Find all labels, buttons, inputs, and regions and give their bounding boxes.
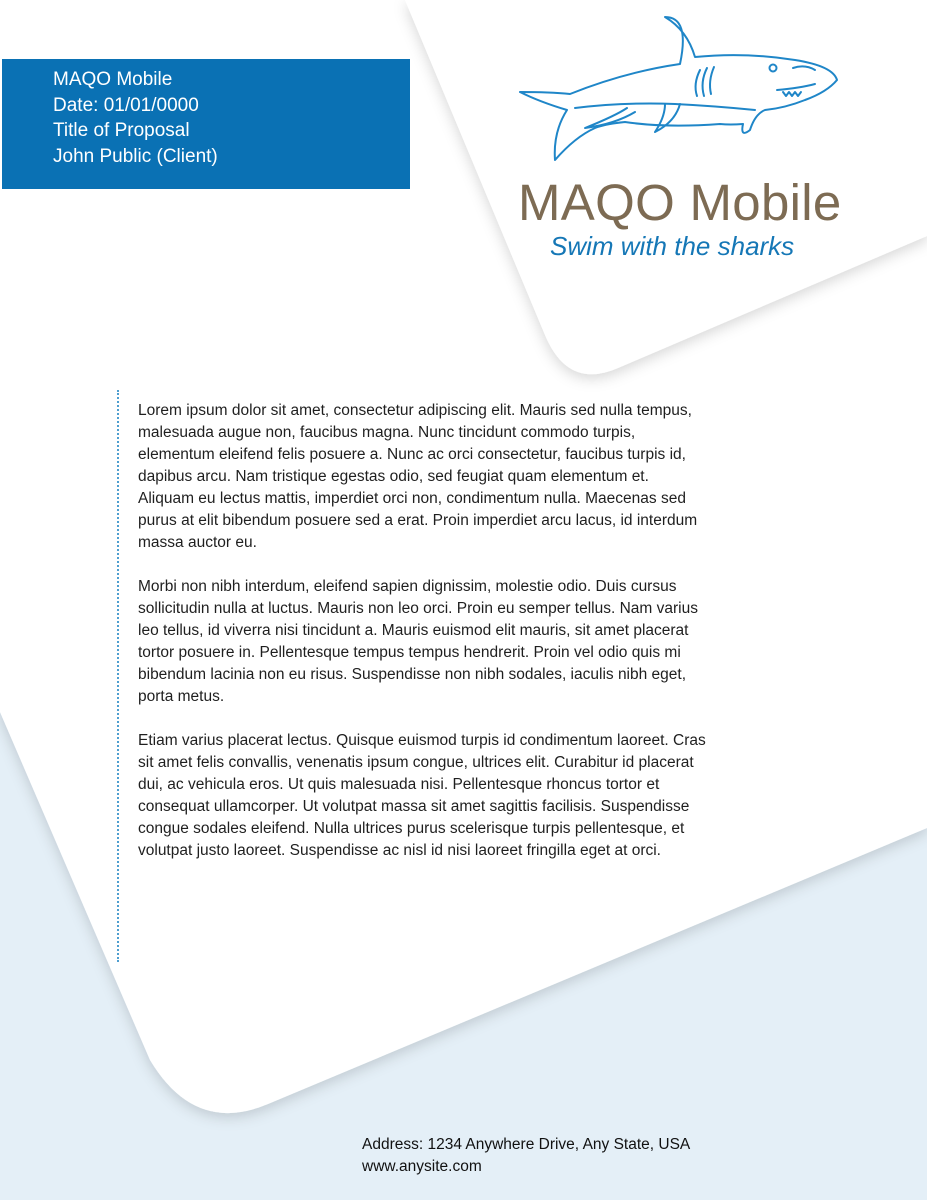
shark-icon — [515, 12, 845, 164]
header-proposal-title: Title of Proposal — [53, 120, 190, 141]
body-paragraph: Etiam varius placerat lectus. Quisque euismod turpis id condimentum laoreet. Cras sit amet felis convallis, venenatis ipsum congue, ultrices elit. Curabitur id placerat dui, ac vehicula eros. Ut quis malesuada nisi. Pellentesque rhoncus tortor et consequat ullamcorper. Ut volutpat massa sit amet sagittis facilisis. Suspendisse congue sodales eleifend. Nulla ultrices purus scelerisque turpis pellentesque, et volutpat justo laoreet. Suspendisse ac nisl id nisi laoreet fringilla eget at orci. — [138, 732, 706, 859]
header-client: John Public (Client) — [53, 145, 218, 167]
header-company: MAQO Mobile — [53, 69, 173, 90]
body-paragraph: Lorem ipsum dolor sit amet, consectetur adipiscing elit. Mauris sed nulla tempus, malesuada augue non, faucibus magna. Nunc tincidunt commodo turpis, elementum eleifend felis posuere a. Nunc ac orci consectetur, faucibus turpis id, dapibus arcu. Nam tristique egestas odio, sed feugiat quam elementum et. Aliquam eu lectus mattis, imperdiet orci non, condimentum nulla. Maecenas sed purus at elit bibendum posuere sed a erat. Proin imperdiet arcu lacus, id interdum massa auctor eu. — [138, 402, 698, 551]
proposal-header-box — [2, 59, 410, 189]
body-paragraph: Morbi non nibh interdum, eleifend sapien dignissim, molestie odio. Duis cursus sollicitudin nulla at luctus. Mauris non leo orci. Proin eu semper tellus. Nam varius leo tellus, id viverra nisi tincidunt a. Mauris euismod elit mauris, sit amet placerat tortor posuere in. Pellentesque tempus tempus hendrerit. Proin vel odio quis mi bibendum lacinia non eu risus. Suspendisse non nibh sodales, iaculis nibh eget, porta metus. — [138, 578, 698, 705]
footer-website[interactable]: www.anysite.com — [362, 1158, 482, 1175]
header-date: Date: 01/01/0000 — [53, 94, 199, 116]
logo-name: MAQO Mobile — [518, 174, 842, 231]
logo-tagline: Swim with the sharks — [550, 231, 795, 261]
dotted-divider — [117, 390, 119, 962]
proposal-body — [138, 400, 708, 884]
footer — [362, 1134, 690, 1178]
footer-address: Address: 1234 Anywhere Drive, Any State, USA — [362, 1136, 691, 1153]
